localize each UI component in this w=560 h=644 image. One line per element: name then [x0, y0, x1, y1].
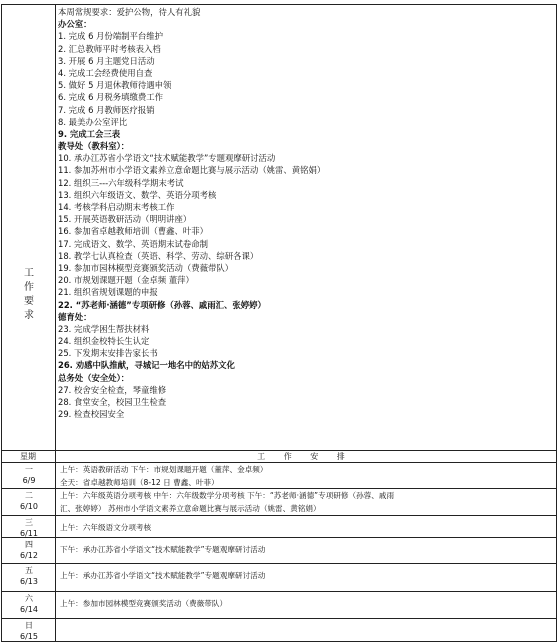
requirement-heading: 总务处（安全处）： — [58, 372, 130, 383]
requirement-item: 本周常规要求：爱护公物，待人有礼貌 — [58, 7, 201, 17]
section-label-char-3: 要 — [24, 296, 34, 307]
requirement-item: 20. 市规划课题开题（金卓频 董萍） — [58, 275, 194, 286]
row-divider — [2, 537, 556, 538]
day-cell — [3, 593, 55, 619]
requirement-item: 25. 下发期末安排告家长书 — [58, 348, 158, 359]
schedule-line: 下午：承办江苏省小学语文“技术赋能教学”专题观摩研讨活动 — [60, 545, 266, 554]
requirement-heading: 26. 劝感中队推献，寻城记一地名中的姑苏文化 — [58, 360, 235, 371]
schedule-line: 上午：参加市园林模型竞赛颁奖活动（费薇带队） — [60, 599, 228, 608]
requirement-item: 12. 组织三---六年级科学期末考试 — [58, 177, 184, 188]
requirement-heading: 德育处： — [58, 311, 92, 322]
requirement-item: 17. 完成语文、数学、英语期末试卷命制 — [58, 238, 208, 249]
schedule-line: 汇、张婷婷） 苏州市小学语文素养立意命题比赛与展示活动（姚雷、黄铭娟） — [60, 504, 321, 513]
requirement-item: 6. 完成 6 月税务填缴费工作 — [58, 92, 164, 103]
requirement-item: 3. 开展 6 月主题党日活动 — [58, 55, 155, 66]
schedule-table — [1, 4, 557, 642]
requirement-item: 28. 食堂安全，校园卫生检查 — [58, 397, 167, 407]
section-label-char-2: 作 — [24, 282, 34, 293]
day-date: 6/12 — [20, 551, 38, 560]
section-label-char-4: 求 — [24, 310, 34, 321]
day-cell — [3, 490, 55, 516]
requirement-item: 16. 参加省卓越教师培训（曹鑫、叶菲） — [58, 226, 208, 237]
day-name: 三 — [25, 518, 33, 527]
row-divider — [2, 515, 556, 516]
day-date: 6/11 — [20, 529, 38, 538]
requirement-heading: 教导处（教科室）： — [58, 141, 130, 152]
schedule-line: 上午：六年级语文分项考核 — [60, 523, 152, 532]
requirement-heading: 9. 完成工会三表 — [58, 128, 121, 139]
requirement-item: 27. 校舍安全检查，琴童维修 — [58, 384, 167, 395]
requirement-item: 23. 完成学困生帮扶材料 — [58, 323, 150, 334]
day-schedule — [60, 521, 554, 534]
day-cell — [3, 517, 55, 538]
day-cell — [3, 620, 55, 642]
schedule-header — [2, 451, 556, 463]
requirement-item: 19. 参加市园林模型竞赛颁奖活动（费薇带队） — [58, 262, 234, 273]
requirements-list — [58, 6, 555, 420]
requirement-item: 15. 开展英语教研活动（明明讲座） — [58, 214, 192, 225]
requirement-item: 1. 完成 6 月份端制平台维护 — [58, 31, 164, 42]
day-date: 6/15 — [20, 632, 38, 641]
day-name: 四 — [25, 540, 33, 549]
requirement-item: 11. 参加苏州市小学语文素养立意命题比赛与展示活动（姚雷、黄铭娟） — [58, 165, 326, 176]
requirement-item: 7. 完成 6 月教师医疗报销 — [58, 104, 155, 115]
row-divider — [2, 618, 556, 619]
requirement-item: 2. 汇总教师平时考核表入档 — [58, 43, 161, 54]
day-name: 一 — [25, 465, 33, 474]
day-name: 二 — [25, 491, 33, 500]
requirement-heading: 22. “苏老师·涵德”专项研修（孙蓉、戚雨汇、张婷婷） — [58, 299, 266, 310]
day-column-header: 星期 — [20, 452, 36, 461]
schedule-line: 上午：英语教研活动 下午：市规划课题开题（董萍、金卓频） — [60, 465, 268, 474]
schedule-line: 全天：省卓越教师培训（8-12 日 曹鑫、叶菲） — [60, 478, 219, 487]
day-schedule — [60, 543, 554, 556]
day-name: 六 — [25, 594, 33, 603]
schedule-column-header: 工 作 安 排 — [257, 452, 353, 461]
column-divider — [55, 5, 56, 641]
requirement-item: 4. 完成工会经费使用自查 — [58, 67, 153, 78]
schedule-line: 上午：承办江苏省小学语文“技术赋能教学”专题观摩研讨活动 — [60, 571, 266, 580]
day-cell — [3, 539, 55, 564]
day-cell — [3, 565, 55, 592]
day-schedule — [60, 569, 554, 582]
requirement-item: 14. 考核学科启动期末考核工作 — [58, 202, 175, 212]
row-divider — [2, 563, 556, 564]
day-date: 6/13 — [20, 577, 38, 586]
requirement-item: 5. 做好 5 月退休教师待遇申领 — [58, 80, 172, 91]
day-name: 日 — [25, 621, 33, 630]
day-date: 6/10 — [20, 502, 38, 511]
day-schedule — [60, 463, 554, 489]
day-date: 6/14 — [20, 605, 38, 614]
schedule-line: 上午：六年级英语分项考核 中午：六年级数学分项考核 下午：“苏老师·涵德”专项研修（孙蓉、戚雨 — [60, 491, 395, 500]
section-label — [3, 5, 55, 450]
day-cell — [3, 464, 55, 489]
requirement-item: 8. 最美办公室评比 — [58, 116, 128, 127]
row-divider — [2, 591, 556, 592]
requirement-item: 13. 组织六年级语文、数学、英语分项考核 — [58, 189, 217, 200]
requirement-item: 10. 承办江苏省小学语文“技术赋能教学”专题观摩研讨活动 — [58, 153, 276, 164]
section-label-char-1: 工 — [24, 268, 34, 279]
day-schedule — [60, 489, 554, 515]
requirement-heading: 办公室： — [58, 19, 92, 30]
requirement-item: 24. 组织金校特长生认定 — [58, 336, 150, 347]
requirement-item: 21. 组织省规划课题的申报 — [58, 287, 158, 298]
requirement-item: 29. 检查校园安全 — [58, 409, 125, 420]
day-date: 6/9 — [22, 476, 36, 485]
day-name: 五 — [25, 566, 33, 575]
day-schedule — [60, 597, 554, 610]
requirement-item: 18. 教学七认真检查（英语、科学、劳动、综研各课） — [58, 250, 259, 261]
